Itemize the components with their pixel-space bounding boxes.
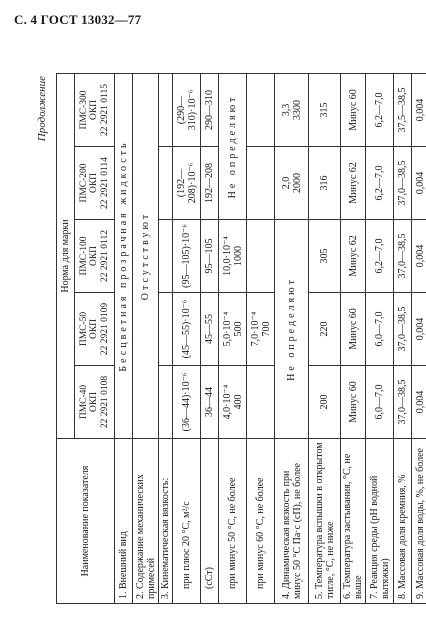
cell: (192—208)·10⁻⁶: [173, 147, 201, 220]
table-row: [309, 73, 341, 603]
row-label: при плюс 20 °С, м²/с: [173, 439, 201, 604]
norm-header: Норма для марки: [57, 73, 75, 438]
table-row: [341, 73, 366, 603]
cell: 0,004: [412, 293, 426, 366]
row-label: 2. Содержание механических примесей: [133, 439, 159, 604]
row-label: (сСт): [201, 439, 219, 604]
row-label: 7. Реакция среды (pH водной вытяжки): [366, 439, 394, 604]
row-label: 8. Массовая доля кремния, %: [394, 439, 412, 604]
cell: 4,0·10⁻⁴ 400: [219, 366, 247, 439]
col-name-header: Наименование показателя: [57, 439, 115, 604]
spanning-note: Бесцветная прозрачная жидкость: [115, 73, 133, 438]
cell: 0,004: [412, 366, 426, 439]
cell: Минус 62: [341, 147, 366, 220]
cell: 45—55: [201, 293, 219, 366]
cell: (95—105)·10⁻⁶: [173, 220, 201, 293]
cell: 3,3 3300: [275, 73, 309, 146]
row-label: 1. Внешний вид: [115, 439, 133, 604]
cell: Минус 60: [341, 366, 366, 439]
cell: 6,0—7,0: [366, 293, 394, 366]
table-row: [366, 73, 394, 603]
cell: 6,0—7,0: [366, 366, 394, 439]
cell: Минус 60: [341, 73, 366, 146]
grade-header: ПМС-40 ОКП 22 2921 0108: [75, 366, 115, 439]
cell: [247, 366, 275, 439]
cell: (36—44)·10⁻⁶: [173, 366, 201, 439]
table-row: [173, 73, 201, 603]
cell: 0,004: [412, 73, 426, 146]
continuation-label: Продолжение: [36, 76, 48, 142]
cell: 305: [309, 220, 341, 293]
cell: 37,0—38,5: [394, 293, 412, 366]
cell: 37,0—38,5: [394, 366, 412, 439]
cell: 6,2—7,0: [366, 220, 394, 293]
table-row: [394, 73, 412, 603]
grade-header: ПМС-100 ОКП 22 2921 0112: [75, 220, 115, 293]
cell: 37,5—38,5: [394, 73, 412, 146]
cell: 316: [309, 147, 341, 220]
cell: 220: [309, 293, 341, 366]
cell: 6,2—7,0: [366, 73, 394, 146]
table-row: [201, 73, 219, 603]
page-header: С. 4 ГОСТ 13032—77: [14, 12, 142, 27]
row-label: при минус 60 °С, не более: [247, 439, 275, 604]
spanning-note: Не определяют: [275, 220, 309, 439]
cell: (45—55)·10⁻⁶: [173, 293, 201, 366]
cell: 95—105: [201, 220, 219, 293]
row-label: при минус 50 °С, не более: [219, 439, 247, 604]
row-label: 6. Температура застывания, °С, не выше: [341, 439, 366, 604]
cell: 0,004: [412, 147, 426, 220]
row-label: 3. Кинематическая вязкость:: [159, 439, 173, 604]
grade-header: ПМС-200 ОКП 22 2921 0114: [75, 147, 115, 220]
cell: 37,0—38,5: [394, 147, 412, 220]
table-row: [247, 73, 275, 603]
table-row: [219, 73, 247, 603]
grade-header: ПМС-50 ОКП 22 2921 0109: [75, 293, 115, 366]
table-row: [412, 73, 426, 603]
table-row: [159, 73, 173, 603]
cell: 7,0·10⁻⁴ 700: [247, 293, 275, 366]
row-label: 9. Массовая доля воды, %, не более: [412, 439, 426, 604]
cell: 10,0·10⁻⁴ 1000: [219, 220, 247, 293]
spanning-note: Отсутствуют: [133, 73, 159, 438]
cell: 200: [309, 366, 341, 439]
table-row: [133, 73, 159, 603]
row-label: 5. Температура вспышки в открытом тигле, °С, не ниже: [309, 439, 341, 604]
cell: Минус 60: [341, 293, 366, 366]
table-row: [115, 73, 133, 603]
cell: 36—44: [201, 366, 219, 439]
cell: Минус 62: [341, 220, 366, 293]
specs-table: [56, 73, 426, 604]
cell: 0,004: [412, 220, 426, 293]
cell: 315: [309, 73, 341, 146]
grade-header: ПМС-300 ОКП 22 2921 0115: [75, 73, 115, 146]
cell: 192—208: [201, 147, 219, 220]
table-row: [275, 73, 309, 603]
spanning-note: Не определяют: [219, 73, 247, 219]
cell: 290—310: [201, 73, 219, 146]
row-label: 4. Динамическая вязкость при минус 50 °С Па·с (сП), не более: [275, 439, 309, 604]
cell: (290—310)·10⁻⁶: [173, 73, 201, 146]
rotated-table-container: [36, 74, 426, 604]
cell: 2,0 2000: [275, 147, 309, 220]
cell: 6,2—7,0: [366, 147, 394, 220]
cell: 5,0·10⁻⁴ 500: [219, 293, 247, 366]
cell: 37,0—38,5: [394, 220, 412, 293]
